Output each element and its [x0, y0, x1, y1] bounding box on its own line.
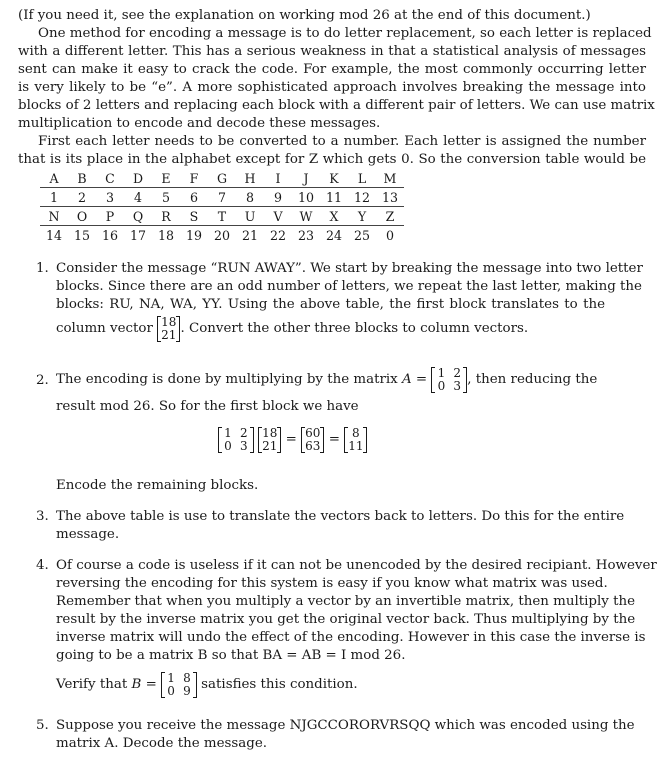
- item-4-line4: result by the inverse matrix you get the original vector back. Thus multiplying by the: [56, 612, 636, 627]
- table-row-letters-2: [40, 207, 404, 226]
- item-1-line3: blocks: RU, NA, WA, YY. Using the above table, the first block translates to the: [56, 297, 605, 312]
- table-cell: 6: [189, 189, 198, 205]
- conversion-table: [40, 169, 404, 244]
- item-1-pre: column vector: [56, 321, 153, 336]
- table-cell: 18: [157, 227, 175, 243]
- equals-sign: =: [145, 677, 157, 692]
- matrix-entry: 2: [240, 425, 248, 440]
- matrix-entry: 1: [224, 425, 232, 440]
- table-cell: Y: [348, 207, 376, 226]
- matrix-entry: 21: [262, 438, 278, 453]
- table-cell: 3: [105, 189, 114, 205]
- matrix-entry: 0: [224, 438, 232, 453]
- item-5-line2: matrix A. Decode the message.: [56, 736, 268, 751]
- table-cell: 17: [129, 227, 147, 243]
- table-cell: R: [152, 207, 180, 226]
- matrix-entry: 8: [352, 425, 360, 440]
- item-1-post: . Convert the other three blocks to column vectors.: [180, 321, 529, 336]
- table-cell: C: [96, 169, 124, 188]
- matrix-entry: 2: [453, 365, 462, 380]
- table-cell: 2: [77, 189, 86, 205]
- item-4-line1: Of course a code is useless if it can not be unencoded by the desired recipiant. However: [56, 558, 657, 573]
- matrix-entry: 9: [183, 683, 191, 698]
- table-cell: 24: [325, 227, 343, 243]
- equals-sign: =: [285, 432, 297, 447]
- table-row-letters-1: [40, 169, 404, 188]
- table-cell: 8: [245, 189, 254, 205]
- table-cell: 13: [381, 189, 399, 205]
- matrix-entry: 3: [240, 438, 248, 453]
- item-2-after: Encode the remaining blocks.: [56, 478, 259, 493]
- table-cell: F: [180, 169, 208, 188]
- table-cell: 10: [297, 189, 315, 205]
- item-2-equation: [218, 424, 367, 456]
- matrix-entry: 3: [453, 378, 462, 393]
- verify-pre: Verify that: [56, 677, 128, 692]
- item-4-verify: [56, 668, 358, 702]
- table-cell: X: [320, 207, 348, 226]
- table-cell: V: [264, 207, 292, 226]
- item-4-line5: inverse matrix will undo the effect of the encoding. However in this case the inverse is: [56, 630, 646, 645]
- matrix-entry: 18: [161, 314, 177, 329]
- table-cell: 9: [273, 189, 282, 205]
- table-row-numbers-2: [40, 226, 404, 245]
- matrix-entry: 21: [161, 327, 177, 342]
- table-cell: H: [236, 169, 264, 188]
- table-row-numbers-1: [40, 188, 404, 207]
- item-3-line2: message.: [56, 527, 120, 542]
- item-1-line1: Consider the message “RUN AWAY”. We start by breaking the message into two letter: [56, 261, 643, 276]
- table-cell: A: [40, 169, 68, 188]
- intro-p1-line3: sent can make it easy to crack the code. For example, the most commonly occurring letter: [18, 62, 646, 77]
- table-cell: 23: [297, 227, 315, 243]
- matrix-B: [161, 672, 197, 698]
- table-cell: 11: [325, 189, 343, 205]
- table-cell: 14: [45, 227, 63, 243]
- intro-p1-line2: with a different letter. This has a serious weakness in that a statistical analysis of messages: [18, 44, 646, 59]
- matrix-entry: 0: [167, 683, 175, 698]
- table-cell: 12: [353, 189, 371, 205]
- table-cell: E: [152, 169, 180, 188]
- vector-18-21: [157, 316, 180, 342]
- item-1-line2: blocks. Since there are an odd number of letters, we repeat the last letter, making the: [56, 279, 642, 294]
- table-cell: 22: [269, 227, 287, 243]
- matrix-entry: 1: [167, 670, 175, 685]
- table-cell: 19: [185, 227, 203, 243]
- table-cell: 1: [49, 189, 58, 205]
- vector-8-11: [344, 427, 367, 453]
- table-cell: 25: [353, 227, 371, 243]
- matrix-A: [431, 367, 467, 393]
- item-4-line2: reversing the encoding for this system is easy if you know what matrix was used.: [56, 576, 608, 591]
- item-2-number: 2.: [36, 373, 49, 388]
- intro-p2-line2: that is its place in the alphabet except for Z which gets 0. So the conversion table would be: [18, 152, 646, 167]
- item-1-line4: [56, 314, 528, 344]
- item-5-line1: Suppose you receive the message NJGCCORORVRSQQ which was encoded using the: [56, 718, 635, 733]
- equals-sign: =: [415, 372, 428, 387]
- verify-post: satisfies this condition.: [201, 677, 358, 692]
- table-cell: I: [264, 169, 292, 188]
- matrix-entry: 63: [305, 438, 321, 453]
- table-cell: S: [180, 207, 208, 226]
- item-3-number: 3.: [36, 509, 49, 524]
- intro-p1-line4: is very likely to be “e”. A more sophisticated approach involves breaking the message into: [18, 80, 646, 95]
- matrix-entry: 0: [437, 378, 446, 393]
- table-cell: U: [236, 207, 264, 226]
- table-cell: Z: [376, 207, 404, 226]
- equals-sign: =: [328, 432, 340, 447]
- item-5-number: 5.: [36, 718, 49, 733]
- table-cell: J: [292, 169, 320, 188]
- table-cell: N: [40, 207, 68, 226]
- table-cell: L: [348, 169, 376, 188]
- intro-p1-line5: blocks of 2 letters and replacing each block with a different pair of letters. We can use matrix: [18, 98, 655, 113]
- table-cell: 15: [73, 227, 91, 243]
- item-1-number: 1.: [36, 261, 49, 276]
- table-cell: O: [68, 207, 96, 226]
- vector-60-63: [301, 427, 324, 453]
- matrix-entry: 1: [437, 365, 446, 380]
- item-2-post: , then reducing the: [467, 372, 598, 387]
- intro-note: (If you need it, see the explanation on working mod 26 at the end of this document.): [18, 8, 591, 23]
- table-cell: W: [292, 207, 320, 226]
- table-cell: 7: [217, 189, 226, 205]
- item-4-number: 4.: [36, 558, 49, 573]
- table-cell: T: [208, 207, 236, 226]
- intro-p2-line1: First each letter needs to be converted to a number. Each letter is assigned the number: [38, 134, 646, 149]
- item-2-line2: result mod 26. So for the first block we have: [56, 399, 359, 414]
- table-cell: 5: [161, 189, 170, 205]
- item-3-line1: The above table is use to translate the vectors back to letters. Do this for the entire: [56, 509, 625, 524]
- table-cell: 16: [101, 227, 119, 243]
- table-cell: Q: [124, 207, 152, 226]
- table-cell: 4: [133, 189, 142, 205]
- table-cell: 20: [213, 227, 231, 243]
- item-4-line3: Remember that when you multiply a vector by an invertible matrix, then multiply the: [56, 594, 636, 609]
- matrix-var-B: B: [131, 677, 142, 692]
- table-cell: D: [124, 169, 152, 188]
- table-cell: P: [96, 207, 124, 226]
- table-cell: K: [320, 169, 348, 188]
- matrix-A-eq: [218, 427, 254, 453]
- matrix-var-A: A: [401, 372, 412, 387]
- table-cell: 21: [241, 227, 259, 243]
- matrix-entry: 11: [348, 438, 364, 453]
- table-cell: G: [208, 169, 236, 188]
- matrix-entry: 18: [262, 425, 278, 440]
- matrix-entry: 8: [183, 670, 191, 685]
- matrix-entry: 60: [305, 425, 321, 440]
- intro-p1-line6: multiplication to encode and decode these messages.: [18, 116, 381, 131]
- item-4-line6: going to be a matrix B so that BA = AB = I mod 26.: [56, 648, 406, 663]
- table-cell: B: [68, 169, 96, 188]
- table-cell: 0: [385, 227, 394, 243]
- item-2-pre: The encoding is done by multiplying by the matrix: [56, 372, 398, 387]
- vector-18-21-eq: [258, 427, 281, 453]
- intro-p1-line1: One method for encoding a message is to do letter replacement, so each letter is replaced: [38, 26, 652, 41]
- table-cell: M: [376, 169, 404, 188]
- item-2-line1: [56, 360, 597, 400]
